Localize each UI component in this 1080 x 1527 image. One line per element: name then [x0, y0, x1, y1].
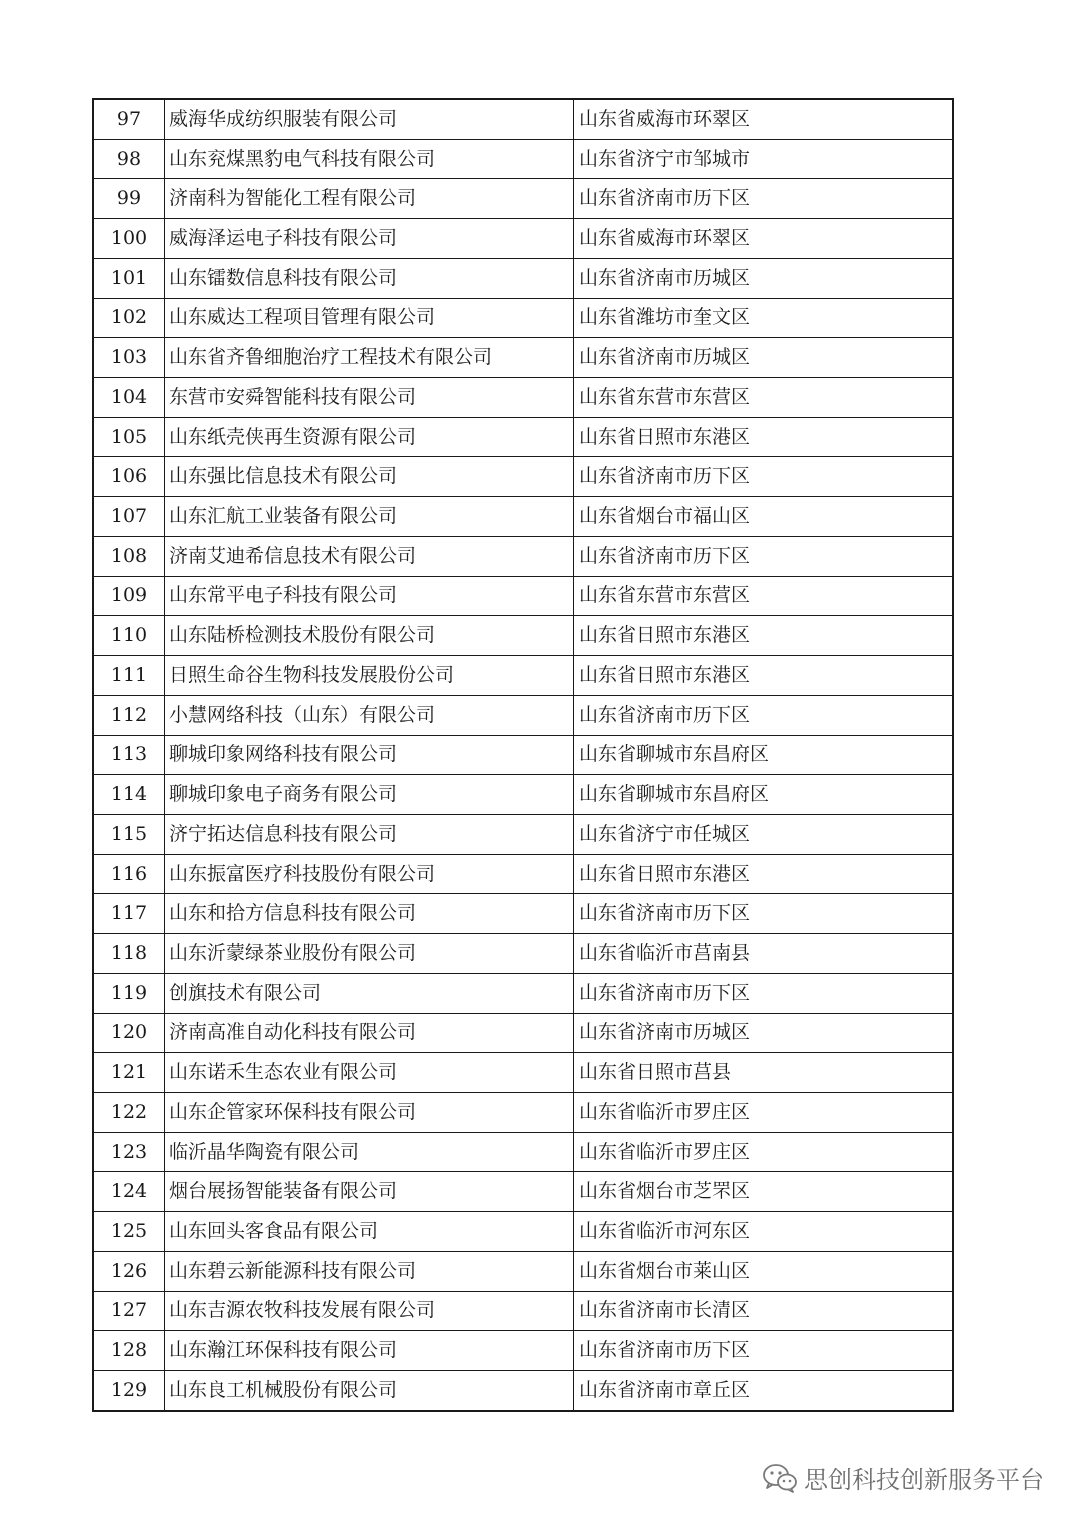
company-list-table	[92, 98, 954, 1412]
watermark-text: 思创科技创新服务平台	[804, 1466, 1044, 1494]
company-name-cell: 威海华成纺织服装有限公司	[165, 99, 574, 139]
location-cell: 山东省济南市历下区	[574, 179, 954, 219]
table-row	[93, 258, 953, 298]
location-cell: 山东省烟台市莱山区	[574, 1251, 954, 1291]
location-cell: 山东省东营市东营区	[574, 576, 954, 616]
company-name-cell: 创旗技术有限公司	[165, 973, 574, 1013]
table-row	[93, 219, 953, 259]
row-number-cell: 110	[93, 616, 165, 656]
row-number-cell: 120	[93, 1013, 165, 1053]
row-number-cell: 116	[93, 854, 165, 894]
row-number-cell: 102	[93, 298, 165, 338]
row-number-cell: 106	[93, 457, 165, 497]
company-name-cell: 济南科为智能化工程有限公司	[165, 179, 574, 219]
location-cell: 山东省日照市东港区	[574, 417, 954, 457]
table-row	[93, 1132, 953, 1172]
table-row	[93, 497, 953, 537]
location-cell: 山东省济南市历下区	[574, 1331, 954, 1371]
company-name-cell: 山东诺禾生态农业有限公司	[165, 1053, 574, 1093]
location-cell: 山东省日照市东港区	[574, 854, 954, 894]
company-name-cell: 山东常平电子科技有限公司	[165, 576, 574, 616]
row-number-cell: 127	[93, 1291, 165, 1331]
row-number-cell: 103	[93, 338, 165, 378]
location-cell: 山东省济南市历城区	[574, 1013, 954, 1053]
row-number-cell: 117	[93, 894, 165, 934]
row-number-cell: 99	[93, 179, 165, 219]
row-number-cell: 129	[93, 1371, 165, 1411]
company-name-cell: 济南高准自动化科技有限公司	[165, 1013, 574, 1053]
location-cell: 山东省烟台市福山区	[574, 497, 954, 537]
location-cell: 山东省威海市环翠区	[574, 219, 954, 259]
location-cell: 山东省聊城市东昌府区	[574, 775, 954, 815]
location-cell: 山东省济南市历下区	[574, 695, 954, 735]
table-row	[93, 139, 953, 179]
row-number-cell: 100	[93, 219, 165, 259]
table-row	[93, 934, 953, 974]
row-number-cell: 124	[93, 1172, 165, 1212]
table-row	[93, 1331, 953, 1371]
location-cell: 山东省临沂市罗庄区	[574, 1132, 954, 1172]
row-number-cell: 114	[93, 775, 165, 815]
row-number-cell: 108	[93, 536, 165, 576]
row-number-cell: 97	[93, 99, 165, 139]
company-name-cell: 山东企管家环保科技有限公司	[165, 1092, 574, 1132]
company-name-cell: 日照生命谷生物科技发展股份公司	[165, 656, 574, 696]
row-number-cell: 119	[93, 973, 165, 1013]
company-name-cell: 山东镭数信息科技有限公司	[165, 258, 574, 298]
table-row	[93, 1053, 953, 1093]
table-row	[93, 536, 953, 576]
table-row	[93, 1092, 953, 1132]
table-row	[93, 656, 953, 696]
location-cell: 山东省日照市东港区	[574, 656, 954, 696]
company-name-cell: 山东省齐鲁细胞治疗工程技术有限公司	[165, 338, 574, 378]
table-row	[93, 854, 953, 894]
location-cell: 山东省聊城市东昌府区	[574, 735, 954, 775]
location-cell: 山东省烟台市芝罘区	[574, 1172, 954, 1212]
company-name-cell: 临沂晶华陶瓷有限公司	[165, 1132, 574, 1172]
row-number-cell: 121	[93, 1053, 165, 1093]
company-name-cell: 烟台展扬智能装备有限公司	[165, 1172, 574, 1212]
table-row	[93, 576, 953, 616]
table-row	[93, 338, 953, 378]
company-name-cell: 山东和拾方信息科技有限公司	[165, 894, 574, 934]
table-row	[93, 1172, 953, 1212]
table-row	[93, 378, 953, 418]
table-row	[93, 99, 953, 139]
row-number-cell: 118	[93, 934, 165, 974]
table-row	[93, 179, 953, 219]
location-cell: 山东省济南市历下区	[574, 536, 954, 576]
company-name-cell: 济宁拓达信息科技有限公司	[165, 814, 574, 854]
table-row	[93, 894, 953, 934]
company-name-cell: 山东回头客食品有限公司	[165, 1212, 574, 1252]
row-number-cell: 115	[93, 814, 165, 854]
location-cell: 山东省临沂市罗庄区	[574, 1092, 954, 1132]
location-cell: 山东省日照市东港区	[574, 616, 954, 656]
location-cell: 山东省济南市历城区	[574, 258, 954, 298]
table-row	[93, 298, 953, 338]
table-row	[93, 973, 953, 1013]
table-body	[93, 99, 953, 1411]
location-cell: 山东省日照市莒县	[574, 1053, 954, 1093]
table-row	[93, 814, 953, 854]
company-name-cell: 山东振富医疗科技股份有限公司	[165, 854, 574, 894]
location-cell: 山东省济南市章丘区	[574, 1371, 954, 1411]
company-name-cell: 山东瀚江环保科技有限公司	[165, 1331, 574, 1371]
company-name-cell: 山东碧云新能源科技有限公司	[165, 1251, 574, 1291]
location-cell: 山东省济南市历下区	[574, 457, 954, 497]
table-row	[93, 775, 953, 815]
table-row	[93, 1291, 953, 1331]
row-number-cell: 111	[93, 656, 165, 696]
table-row	[93, 417, 953, 457]
row-number-cell: 105	[93, 417, 165, 457]
row-number-cell: 125	[93, 1212, 165, 1252]
row-number-cell: 122	[93, 1092, 165, 1132]
location-cell: 山东省威海市环翠区	[574, 99, 954, 139]
company-name-cell: 聊城印象网络科技有限公司	[165, 735, 574, 775]
row-number-cell: 123	[93, 1132, 165, 1172]
location-cell: 山东省济南市历下区	[574, 973, 954, 1013]
company-name-cell: 山东沂蒙绿茶业股份有限公司	[165, 934, 574, 974]
company-name-cell: 小慧网络科技（山东）有限公司	[165, 695, 574, 735]
row-number-cell: 128	[93, 1331, 165, 1371]
location-cell: 山东省临沂市河东区	[574, 1212, 954, 1252]
location-cell: 山东省济宁市邹城市	[574, 139, 954, 179]
watermark	[762, 1460, 1044, 1495]
wechat-icon	[762, 1463, 798, 1493]
table-row	[93, 1371, 953, 1411]
company-name-cell: 聊城印象电子商务有限公司	[165, 775, 574, 815]
table-row	[93, 616, 953, 656]
table-row	[93, 1013, 953, 1053]
row-number-cell: 109	[93, 576, 165, 616]
row-number-cell: 113	[93, 735, 165, 775]
row-number-cell: 112	[93, 695, 165, 735]
table-row	[93, 1212, 953, 1252]
company-name-cell: 威海泽运电子科技有限公司	[165, 219, 574, 259]
row-number-cell: 104	[93, 378, 165, 418]
company-name-cell: 济南艾迪希信息技术有限公司	[165, 536, 574, 576]
location-cell: 山东省潍坊市奎文区	[574, 298, 954, 338]
table-row	[93, 735, 953, 775]
company-name-cell: 山东强比信息技术有限公司	[165, 457, 574, 497]
location-cell: 山东省东营市东营区	[574, 378, 954, 418]
row-number-cell: 126	[93, 1251, 165, 1291]
table-row	[93, 457, 953, 497]
location-cell: 山东省济南市长清区	[574, 1291, 954, 1331]
company-name-cell: 山东纸壳侠再生资源有限公司	[165, 417, 574, 457]
location-cell: 山东省临沂市莒南县	[574, 934, 954, 974]
location-cell: 山东省济南市历城区	[574, 338, 954, 378]
company-name-cell: 山东陆桥检测技术股份有限公司	[165, 616, 574, 656]
table-row	[93, 695, 953, 735]
row-number-cell: 101	[93, 258, 165, 298]
company-name-cell: 山东汇航工业装备有限公司	[165, 497, 574, 537]
row-number-cell: 98	[93, 139, 165, 179]
location-cell: 山东省济宁市任城区	[574, 814, 954, 854]
company-name-cell: 东营市安舜智能科技有限公司	[165, 378, 574, 418]
company-name-cell: 山东良工机械股份有限公司	[165, 1371, 574, 1411]
company-name-cell: 山东威达工程项目管理有限公司	[165, 298, 574, 338]
table-row	[93, 1251, 953, 1291]
location-cell: 山东省济南市历下区	[574, 894, 954, 934]
company-name-cell: 山东兖煤黑豹电气科技有限公司	[165, 139, 574, 179]
row-number-cell: 107	[93, 497, 165, 537]
company-name-cell: 山东吉源农牧科技发展有限公司	[165, 1291, 574, 1331]
